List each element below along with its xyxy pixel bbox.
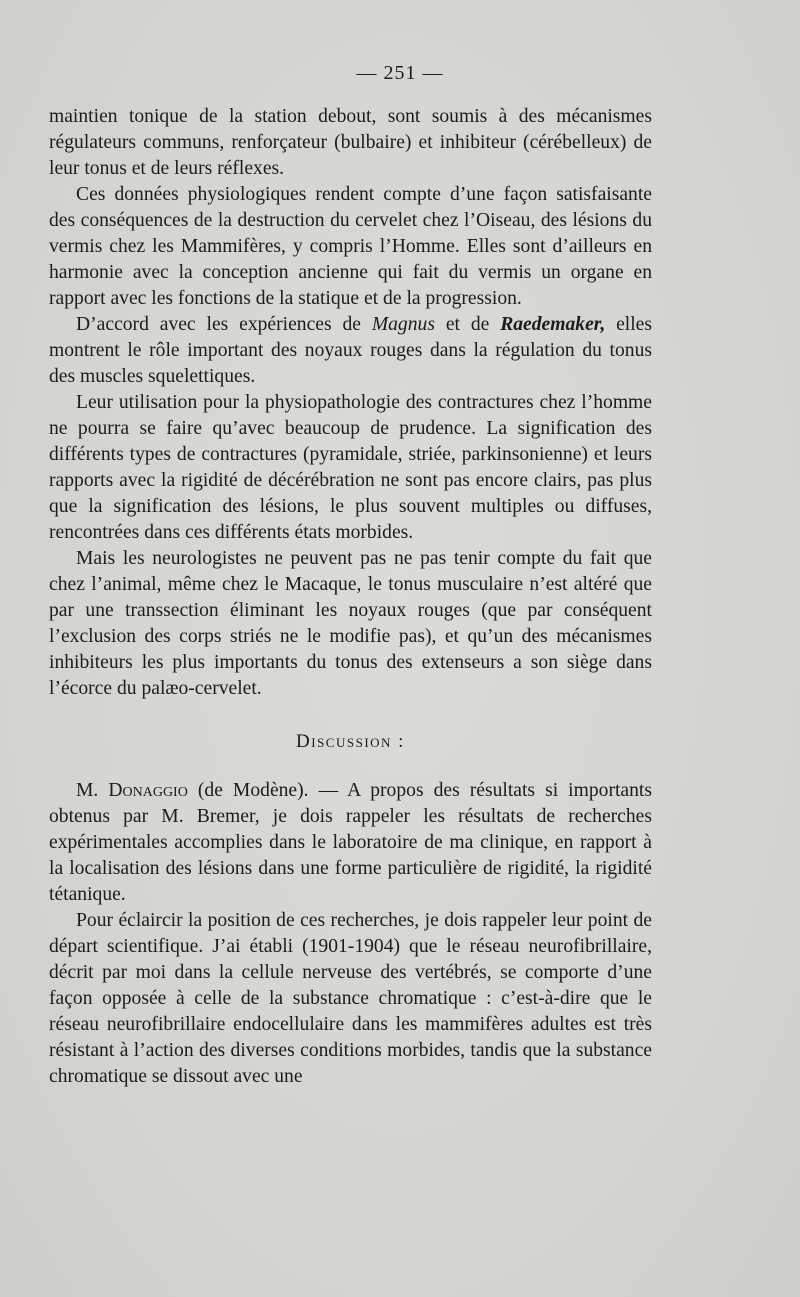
- text-run: Pour éclaircir la position de ces recherches, je dois rappeler leur point de départ scientifique. J’ai établi (1901-1904) que le réseau neurofibrillaire, décrit par moi dans la cellule nerveuse des vertébrés, se comporte d’une façon opposée à celle de la substance chromatique : c’est-à-dire que le réseau neurofibrillaire endocellulaire dans les mammifères adultes est très résistant à l’action des diverses conditions morbides, tandis que la substance chromatique se dissout avec une: [49, 910, 652, 1087]
- italic-name: Magnus: [371, 314, 435, 335]
- body-text: [49, 104, 652, 1090]
- text-run: elles montrent le rôle important des noyaux rouges dans la régulation du tonus des muscles squelettiques.: [49, 314, 652, 387]
- text-run: D’accord avec les expériences de: [76, 314, 372, 335]
- text-run: (de Modène). — A propos des résultats si importants obtenus par M. Bremer, je dois rappeler les résultats de recherches expérimentales accomplies dans le laboratoire de ma clinique, en rapport à la localisation des lésions dans une forme particulière de rigidité, la rigidité tétanique.: [49, 780, 652, 905]
- paragraph: [49, 546, 652, 702]
- discussion-heading: Discussion :: [296, 731, 405, 752]
- paragraph: [49, 182, 652, 312]
- text-run: et de: [434, 314, 501, 335]
- paragraph: [49, 390, 652, 546]
- speaker-name: Donaggio: [108, 780, 188, 801]
- text-run: Ces données physiologiques rendent compte d’une façon satisfaisante des conséquences de la destruction du cervelet chez l’Oiseau, des lésions du vermis chez les Mammifères, y compris l’Homme. Elles sont d’ailleurs en harmonie avec la conception ancienne qui fait du vermis un organe en rapport avec les fonctions de la statique et de la progression.: [49, 184, 652, 309]
- discussion-paragraph: [49, 778, 652, 908]
- paragraph: [49, 104, 652, 182]
- text-run: Leur utilisation pour la physiopathologie des contractures chez l’homme ne pourra se faire qu’avec beaucoup de prudence. La signification des différents types de contractures (pyramidale, striée, parkinsonienne) et leurs rapports avec la rigidité de décérébration ne sont pas encore clairs, pas plus que la signification des lésions, le plus souvent multiples ou diffuses, rencontrées dans ces différents états morbides.: [49, 392, 652, 543]
- text-run: maintien tonique de la station debout, sont soumis à des mécanismes régulateurs communs, renforçateur (bulbaire) et inhibiteur (cérébelleux) de leur tonus et de leurs réflexes.: [49, 106, 652, 179]
- text-run: Mais les neurologistes ne peuvent pas ne pas tenir compte du fait que chez l’animal, même chez le Macaque, le tonus musculaire n’est altéré que par une transsection éliminant les noyaux rouges (que par conséquent l’exclusion des corps striés ne le modifie pas), et qu’un des mécanismes inhibiteurs les plus importants du tonus des extenseurs a son siège dans l’écorce du palæo-cervelet.: [49, 548, 652, 699]
- page-number: — 251 —: [356, 62, 444, 84]
- discussion-paragraph: [49, 908, 652, 1090]
- italic-name: Raedemaker,: [500, 314, 606, 335]
- paragraph: [49, 312, 652, 390]
- text-run: M.: [76, 780, 109, 801]
